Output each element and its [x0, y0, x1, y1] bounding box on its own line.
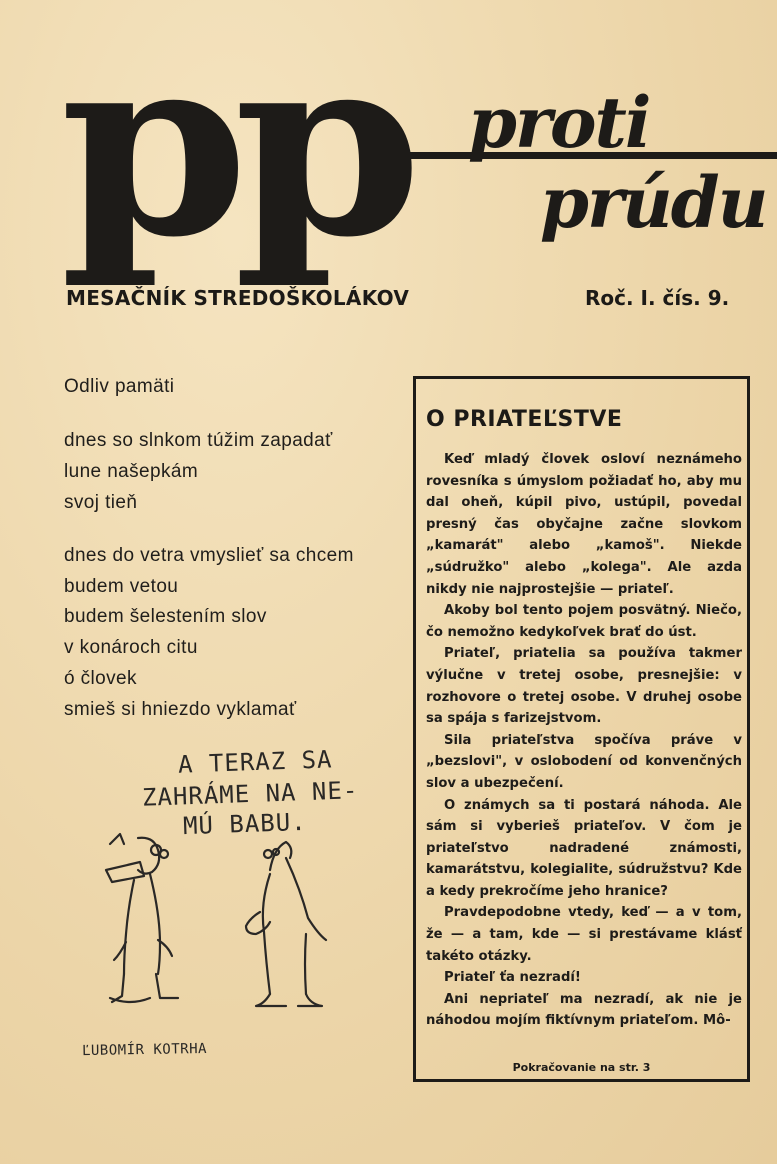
poem-line: v konároch citu	[64, 637, 198, 658]
cartoon-caption-line: ZAHRÁME NA NE-	[141, 776, 359, 812]
article-paragraph: Ani nepriateľ ma nezradí, ak nie je náhodou mojím fiktívnym priateľom. Mô-	[426, 991, 742, 1029]
article-box	[413, 376, 750, 1082]
poem-line: budem vetou	[64, 576, 179, 597]
article-title: O PRIATEĽSTVE	[426, 407, 623, 432]
cartoon-caption-line: A TERAZ SA	[177, 745, 333, 779]
poem-line: ó človek	[64, 668, 137, 689]
cartoon-figure-left	[106, 834, 178, 1002]
article-body	[426, 449, 742, 1032]
issue-number: Roč. I. čís. 9.	[585, 286, 730, 310]
cartoon-signature: ĽUBOMÍR KOTRHA	[81, 1040, 208, 1060]
poem-line: dnes so slnkom túžim zapadať	[64, 430, 333, 451]
cartoon-figure-right	[246, 842, 326, 1006]
article-paragraph: Priateľ, priatelia sa používa takmer výlučne v tretej osobe, presnejšie: v rozhovore o tretej osobe. V druhej osobe sa spája s farizejstvom.	[426, 646, 742, 727]
masthead-title-line1: proti	[468, 81, 650, 164]
masthead-title-line2: prúdu	[540, 161, 767, 244]
article-paragraph: Akoby bol tento pojem posvätný. Niečo, čo nemožno kedykoľvek brať do úst.	[426, 603, 742, 640]
poem-line: smieš si hniezdo vyklamať	[64, 699, 297, 720]
article-paragraph: Pravdepodobne vtedy, keď — a v tom, že — a tam, kde — si prestávame klásť takéto otázky.	[426, 905, 742, 964]
cartoon-caption-line: MÚ BABU.	[182, 807, 308, 841]
article-paragraph: O známych sa ti postará náhoda. Ale sám si vyberieš priateľov. V čom je priateľstvo nadradené známosti, kamarátstvu, kolegialite, súdružstvu? Kde a kedy prekročíme jeho hranice?	[426, 797, 742, 899]
masthead-logo: pp	[60, 0, 408, 292]
article-paragraph: Sila priateľstva spočíva práve v „bezslovi", v oslobodení od konvenčných slov a ubezpečení.	[426, 732, 742, 791]
masthead-subtitle: MESAČNÍK STREDOŠKOLÁKOV	[66, 286, 410, 310]
article-paragraph: Priateľ ťa nezradí!	[444, 970, 581, 986]
poem-line: dnes do vetra vmyslieť sa chcem	[64, 545, 354, 566]
poem-line: budem šelestením slov	[64, 606, 267, 627]
cartoon-drawing	[80, 830, 350, 1010]
poem-title: Odliv pamäti	[64, 376, 175, 397]
article-paragraph: Keď mladý človek osloví neznámeho rovesníka s úmyslom požiadať ho, aby mu dal oheň, kúpil pivo, ustúpil, povedal presný čas obyčajne začne slovkom „kamarát" alebo „kamoš". Niekde „súdružko" alebo „kolega". Ale azda nikdy nie najprostejšie — priateľ.	[426, 452, 742, 597]
poem-line: svoj tieň	[64, 492, 138, 513]
poem-line: lune našepkám	[64, 461, 199, 482]
article-continued-note: Pokračovanie na str. 3	[512, 1061, 651, 1074]
